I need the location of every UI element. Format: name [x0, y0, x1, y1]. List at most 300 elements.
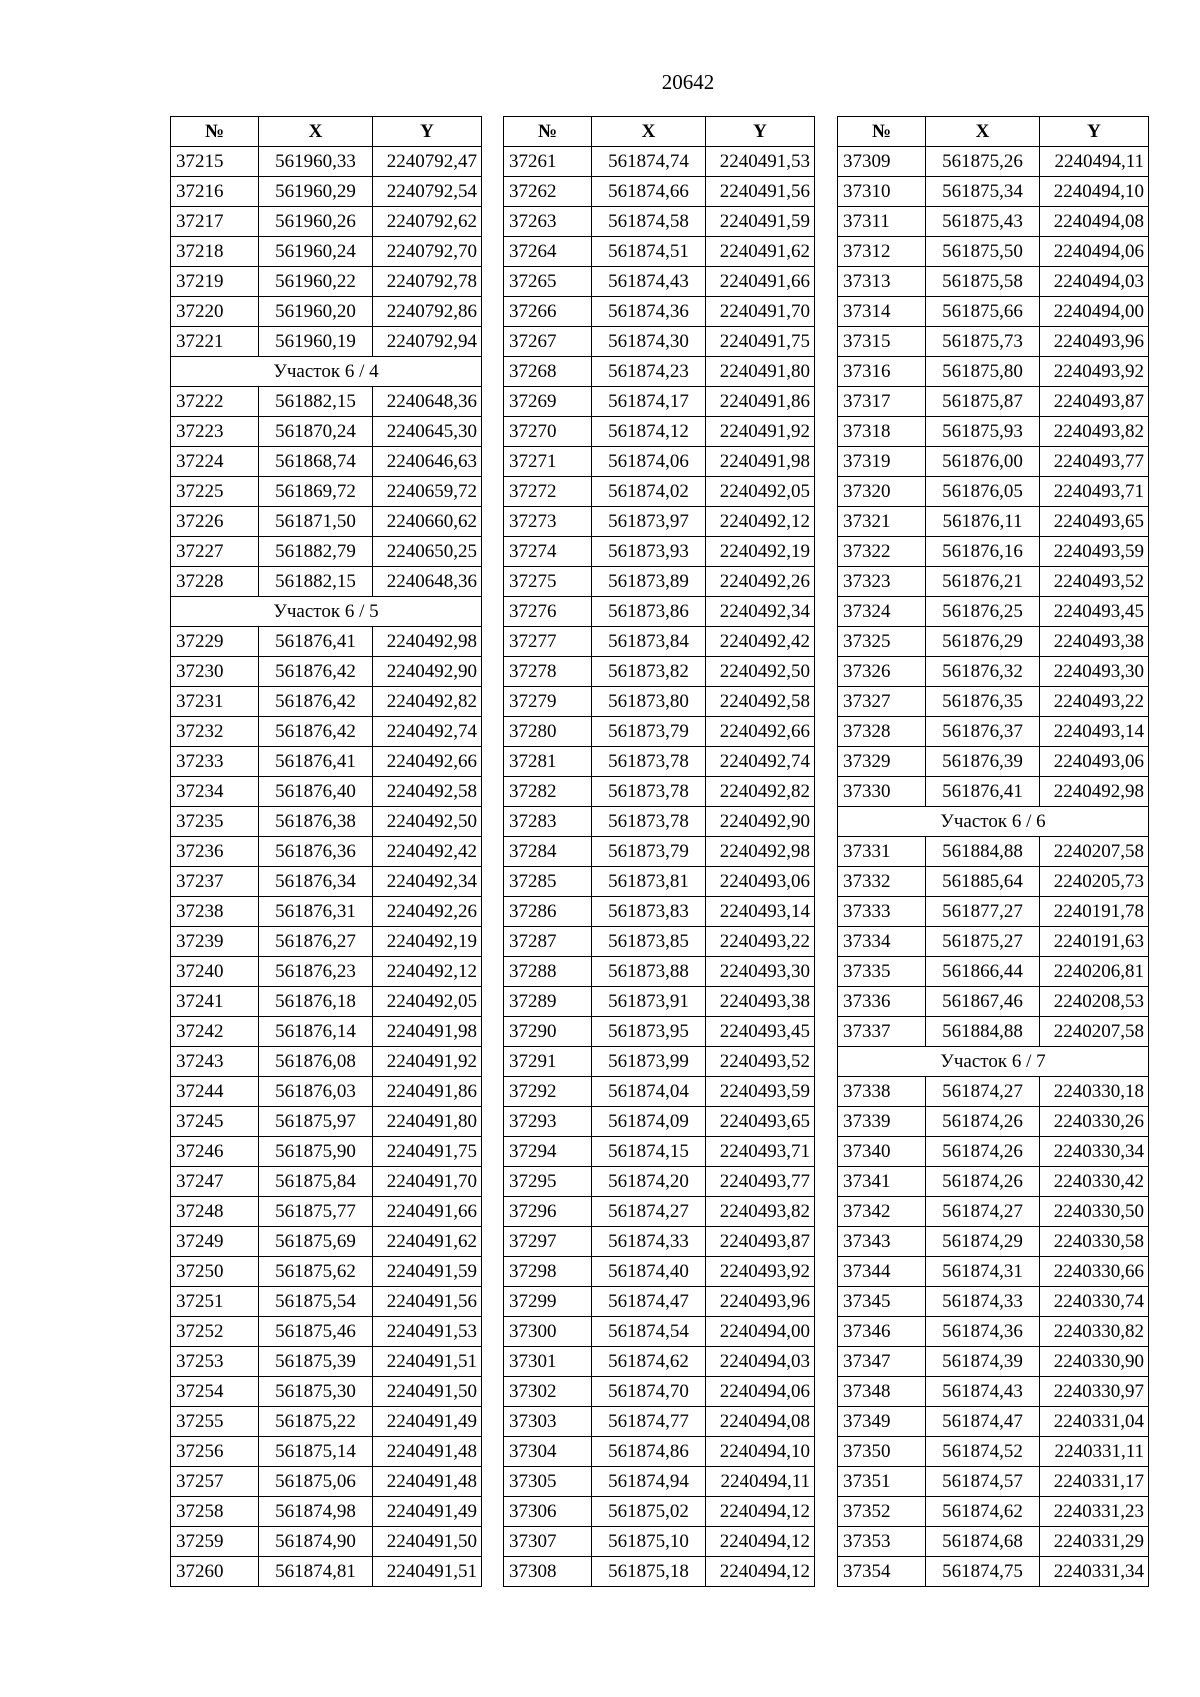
- table-row: [171, 717, 482, 747]
- table-header-row: [838, 117, 1149, 147]
- x-coordinate-cell: 561875,87: [926, 387, 1040, 417]
- table-row: [504, 267, 815, 297]
- y-coordinate-cell: 2240494,10: [1040, 177, 1149, 207]
- table-row: [838, 657, 1149, 687]
- point-number-cell: 37237: [171, 867, 259, 897]
- table-row: [504, 747, 815, 777]
- y-coordinate-cell: 2240491,51: [373, 1347, 482, 1377]
- y-coordinate-cell: 2240492,42: [706, 627, 815, 657]
- point-number-cell: 37352: [838, 1497, 926, 1527]
- table-row: [171, 507, 482, 537]
- x-coordinate-cell: 561876,14: [259, 1017, 373, 1047]
- x-coordinate-cell: 561875,80: [926, 357, 1040, 387]
- table-row: [504, 1557, 815, 1587]
- y-coordinate-cell: 2240330,90: [1040, 1347, 1149, 1377]
- point-number-cell: 37329: [838, 747, 926, 777]
- point-number-cell: 37327: [838, 687, 926, 717]
- header-y: Y: [373, 117, 482, 147]
- point-number-cell: 37227: [171, 537, 259, 567]
- x-coordinate-cell: 561874,26: [926, 1137, 1040, 1167]
- x-coordinate-cell: 561873,95: [592, 1017, 706, 1047]
- y-coordinate-cell: 2240207,58: [1040, 1017, 1149, 1047]
- table-row: [838, 567, 1149, 597]
- x-coordinate-cell: 561960,26: [259, 207, 373, 237]
- x-coordinate-cell: 561875,73: [926, 327, 1040, 357]
- x-coordinate-cell: 561875,10: [592, 1527, 706, 1557]
- y-coordinate-cell: 2240491,86: [373, 1077, 482, 1107]
- table-row: [838, 1197, 1149, 1227]
- table-row: [838, 297, 1149, 327]
- x-coordinate-cell: 561874,98: [259, 1497, 373, 1527]
- x-coordinate-cell: 561867,46: [926, 987, 1040, 1017]
- table-row: [838, 1227, 1149, 1257]
- table-row: [838, 897, 1149, 927]
- point-number-cell: 37230: [171, 657, 259, 687]
- table-row: [171, 957, 482, 987]
- point-number-cell: 37283: [504, 807, 592, 837]
- y-coordinate-cell: 2240492,82: [373, 687, 482, 717]
- x-coordinate-cell: 561873,84: [592, 627, 706, 657]
- y-coordinate-cell: 2240491,62: [706, 237, 815, 267]
- x-coordinate-cell: 561873,78: [592, 777, 706, 807]
- y-coordinate-cell: 2240331,34: [1040, 1557, 1149, 1587]
- y-coordinate-cell: 2240491,50: [373, 1377, 482, 1407]
- point-number-cell: 37293: [504, 1107, 592, 1137]
- y-coordinate-cell: 2240492,05: [706, 477, 815, 507]
- x-coordinate-cell: 561873,83: [592, 897, 706, 927]
- x-coordinate-cell: 561960,22: [259, 267, 373, 297]
- header-x: X: [926, 117, 1040, 147]
- table-row: [171, 477, 482, 507]
- point-number-cell: 37308: [504, 1557, 592, 1587]
- x-coordinate-cell: 561873,78: [592, 807, 706, 837]
- point-number-cell: 37269: [504, 387, 592, 417]
- table-row: [838, 477, 1149, 507]
- table-header-row: [504, 117, 815, 147]
- x-coordinate-cell: 561875,66: [926, 297, 1040, 327]
- y-coordinate-cell: 2240191,63: [1040, 927, 1149, 957]
- x-coordinate-cell: 561875,06: [259, 1467, 373, 1497]
- point-number-cell: 37236: [171, 837, 259, 867]
- y-coordinate-cell: 2240491,80: [706, 357, 815, 387]
- y-coordinate-cell: 2240331,04: [1040, 1407, 1149, 1437]
- y-coordinate-cell: 2240331,11: [1040, 1437, 1149, 1467]
- point-number-cell: 37294: [504, 1137, 592, 1167]
- y-coordinate-cell: 2240648,36: [373, 387, 482, 417]
- x-coordinate-cell: 561876,39: [926, 747, 1040, 777]
- x-coordinate-cell: 561882,15: [259, 387, 373, 417]
- x-coordinate-cell: 561875,58: [926, 267, 1040, 297]
- table-row: [504, 1107, 815, 1137]
- point-number-cell: 37320: [838, 477, 926, 507]
- table-row: [838, 717, 1149, 747]
- table-row: [504, 927, 815, 957]
- x-coordinate-cell: 561874,30: [592, 327, 706, 357]
- table-row: [504, 717, 815, 747]
- table-row: [171, 447, 482, 477]
- x-coordinate-cell: 561874,04: [592, 1077, 706, 1107]
- x-coordinate-cell: 561874,33: [926, 1287, 1040, 1317]
- table-row: [171, 1497, 482, 1527]
- point-number-cell: 37340: [838, 1137, 926, 1167]
- point-number-cell: 37337: [838, 1017, 926, 1047]
- point-number-cell: 37250: [171, 1257, 259, 1287]
- x-coordinate-cell: 561875,39: [259, 1347, 373, 1377]
- point-number-cell: 37344: [838, 1257, 926, 1287]
- point-number-cell: 37301: [504, 1347, 592, 1377]
- point-number-cell: 37266: [504, 297, 592, 327]
- point-number-cell: 37323: [838, 567, 926, 597]
- table-row: [504, 1227, 815, 1257]
- y-coordinate-cell: 2240491,49: [373, 1497, 482, 1527]
- y-coordinate-cell: 2240792,54: [373, 177, 482, 207]
- point-number-cell: 37270: [504, 417, 592, 447]
- y-coordinate-cell: 2240493,92: [1040, 357, 1149, 387]
- x-coordinate-cell: 561874,43: [926, 1377, 1040, 1407]
- point-number-cell: 37241: [171, 987, 259, 1017]
- point-number-cell: 37310: [838, 177, 926, 207]
- point-number-cell: 37331: [838, 837, 926, 867]
- x-coordinate-cell: 561876,16: [926, 537, 1040, 567]
- table-row: [171, 1077, 482, 1107]
- x-coordinate-cell: 561873,89: [592, 567, 706, 597]
- y-coordinate-cell: 2240205,73: [1040, 867, 1149, 897]
- y-coordinate-cell: 2240493,87: [1040, 387, 1149, 417]
- y-coordinate-cell: 2240491,48: [373, 1467, 482, 1497]
- x-coordinate-cell: 561874,27: [926, 1077, 1040, 1107]
- point-number-cell: 37316: [838, 357, 926, 387]
- point-number-cell: 37242: [171, 1017, 259, 1047]
- x-coordinate-cell: 561875,93: [926, 417, 1040, 447]
- table-row: [171, 1437, 482, 1467]
- table-row: [504, 477, 815, 507]
- point-number-cell: 37274: [504, 537, 592, 567]
- y-coordinate-cell: 2240491,75: [706, 327, 815, 357]
- x-coordinate-cell: 561874,52: [926, 1437, 1040, 1467]
- x-coordinate-cell: 561875,62: [259, 1257, 373, 1287]
- point-number-cell: 37345: [838, 1287, 926, 1317]
- point-number-cell: 37217: [171, 207, 259, 237]
- point-number-cell: 37338: [838, 1077, 926, 1107]
- y-coordinate-cell: 2240792,86: [373, 297, 482, 327]
- point-number-cell: 37253: [171, 1347, 259, 1377]
- table-row: [171, 657, 482, 687]
- y-coordinate-cell: 2240492,66: [706, 717, 815, 747]
- table-row: [171, 297, 482, 327]
- point-number-cell: 37228: [171, 567, 259, 597]
- x-coordinate-cell: 561882,15: [259, 567, 373, 597]
- x-coordinate-cell: 561874,15: [592, 1137, 706, 1167]
- table-row: [171, 897, 482, 927]
- section-heading-row: [838, 1047, 1149, 1077]
- point-number-cell: 37238: [171, 897, 259, 927]
- table-row: [838, 687, 1149, 717]
- x-coordinate-cell: 561874,74: [592, 147, 706, 177]
- point-number-cell: 37295: [504, 1167, 592, 1197]
- table-row: [171, 807, 482, 837]
- point-number-cell: 37246: [171, 1137, 259, 1167]
- point-number-cell: 37305: [504, 1467, 592, 1497]
- y-coordinate-cell: 2240491,70: [706, 297, 815, 327]
- y-coordinate-cell: 2240493,77: [706, 1167, 815, 1197]
- point-number-cell: 37321: [838, 507, 926, 537]
- table-row: [504, 1017, 815, 1047]
- x-coordinate-cell: 561876,42: [259, 687, 373, 717]
- x-coordinate-cell: 561874,54: [592, 1317, 706, 1347]
- y-coordinate-cell: 2240646,63: [373, 447, 482, 477]
- table-row: [838, 417, 1149, 447]
- table-row: [838, 1497, 1149, 1527]
- table-row: [504, 1407, 815, 1437]
- table-row: [504, 327, 815, 357]
- point-number-cell: 37296: [504, 1197, 592, 1227]
- x-coordinate-cell: 561866,44: [926, 957, 1040, 987]
- table-row: [838, 267, 1149, 297]
- point-number-cell: 37219: [171, 267, 259, 297]
- y-coordinate-cell: 2240492,26: [706, 567, 815, 597]
- point-number-cell: 37271: [504, 447, 592, 477]
- point-number-cell: 37231: [171, 687, 259, 717]
- point-number-cell: 37291: [504, 1047, 592, 1077]
- y-coordinate-cell: 2240492,74: [373, 717, 482, 747]
- y-coordinate-cell: 2240492,58: [706, 687, 815, 717]
- x-coordinate-cell: 561960,29: [259, 177, 373, 207]
- y-coordinate-cell: 2240792,62: [373, 207, 482, 237]
- header-number: №: [504, 117, 592, 147]
- x-coordinate-cell: 561876,03: [259, 1077, 373, 1107]
- x-coordinate-cell: 561875,84: [259, 1167, 373, 1197]
- page-number: 20642: [661, 70, 715, 94]
- point-number-cell: 37244: [171, 1077, 259, 1107]
- point-number-cell: 37275: [504, 567, 592, 597]
- x-coordinate-cell: 561874,39: [926, 1347, 1040, 1377]
- table-row: [171, 327, 482, 357]
- table-row: [504, 1047, 815, 1077]
- y-coordinate-cell: 2240493,14: [706, 897, 815, 927]
- x-coordinate-cell: 561873,93: [592, 537, 706, 567]
- x-coordinate-cell: 561868,74: [259, 447, 373, 477]
- point-number-cell: 37221: [171, 327, 259, 357]
- coordinates-table-2: [503, 116, 815, 1587]
- header-number: №: [838, 117, 926, 147]
- y-coordinate-cell: 2240330,26: [1040, 1107, 1149, 1137]
- point-number-cell: 37229: [171, 627, 259, 657]
- point-number-cell: 37285: [504, 867, 592, 897]
- point-number-cell: 37216: [171, 177, 259, 207]
- table-row: [838, 957, 1149, 987]
- x-coordinate-cell: 561873,80: [592, 687, 706, 717]
- point-number-cell: 37281: [504, 747, 592, 777]
- point-number-cell: 37349: [838, 1407, 926, 1437]
- y-coordinate-cell: 2240494,08: [1040, 207, 1149, 237]
- table-row: [171, 687, 482, 717]
- y-coordinate-cell: 2240492,98: [706, 837, 815, 867]
- table-row: [504, 177, 815, 207]
- x-coordinate-cell: 561873,86: [592, 597, 706, 627]
- table-row: [504, 1317, 815, 1347]
- table-row: [171, 147, 482, 177]
- table-row: [838, 1107, 1149, 1137]
- x-coordinate-cell: 561873,79: [592, 717, 706, 747]
- point-number-cell: 37264: [504, 237, 592, 267]
- point-number-cell: 37243: [171, 1047, 259, 1077]
- table-row: [504, 147, 815, 177]
- table-row: [504, 237, 815, 267]
- table-row: [171, 567, 482, 597]
- y-coordinate-cell: 2240493,38: [706, 987, 815, 1017]
- point-number-cell: 37254: [171, 1377, 259, 1407]
- y-coordinate-cell: 2240331,17: [1040, 1467, 1149, 1497]
- y-coordinate-cell: 2240331,23: [1040, 1497, 1149, 1527]
- x-coordinate-cell: 561876,27: [259, 927, 373, 957]
- point-number-cell: 37302: [504, 1377, 592, 1407]
- table-row: [504, 867, 815, 897]
- x-coordinate-cell: 561876,35: [926, 687, 1040, 717]
- table-row: [504, 507, 815, 537]
- point-number-cell: 37259: [171, 1527, 259, 1557]
- y-coordinate-cell: 2240191,78: [1040, 897, 1149, 927]
- x-coordinate-cell: 561874,27: [592, 1197, 706, 1227]
- point-number-cell: 37315: [838, 327, 926, 357]
- point-number-cell: 37249: [171, 1227, 259, 1257]
- point-number-cell: 37223: [171, 417, 259, 447]
- y-coordinate-cell: 2240648,36: [373, 567, 482, 597]
- y-coordinate-cell: 2240491,56: [373, 1287, 482, 1317]
- y-coordinate-cell: 2240491,98: [373, 1017, 482, 1047]
- y-coordinate-cell: 2240493,71: [1040, 477, 1149, 507]
- table-row: [171, 777, 482, 807]
- x-coordinate-cell: 561874,62: [592, 1347, 706, 1377]
- table-row: [504, 357, 815, 387]
- point-number-cell: 37265: [504, 267, 592, 297]
- table-row: [838, 207, 1149, 237]
- table-row: [171, 1377, 482, 1407]
- y-coordinate-cell: 2240493,22: [706, 927, 815, 957]
- x-coordinate-cell: 561873,78: [592, 747, 706, 777]
- point-number-cell: 37333: [838, 897, 926, 927]
- table-row: [838, 1407, 1149, 1437]
- y-coordinate-cell: 2240493,38: [1040, 627, 1149, 657]
- point-number-cell: 37300: [504, 1317, 592, 1347]
- point-number-cell: 37260: [171, 1557, 259, 1587]
- point-number-cell: 37257: [171, 1467, 259, 1497]
- table-row: [838, 1167, 1149, 1197]
- table-row: [171, 747, 482, 777]
- x-coordinate-cell: 561874,81: [259, 1557, 373, 1587]
- y-coordinate-cell: 2240493,45: [706, 1017, 815, 1047]
- point-number-cell: 37339: [838, 1107, 926, 1137]
- table-row: [838, 1287, 1149, 1317]
- y-coordinate-cell: 2240492,26: [373, 897, 482, 927]
- y-coordinate-cell: 2240492,74: [706, 747, 815, 777]
- table-row: [504, 567, 815, 597]
- y-coordinate-cell: 2240660,62: [373, 507, 482, 537]
- x-coordinate-cell: 561875,54: [259, 1287, 373, 1317]
- y-coordinate-cell: 2240493,22: [1040, 687, 1149, 717]
- section-heading: Участок 6 / 4: [171, 357, 482, 387]
- point-number-cell: 37290: [504, 1017, 592, 1047]
- y-coordinate-cell: 2240494,10: [706, 1437, 815, 1467]
- y-coordinate-cell: 2240493,52: [1040, 567, 1149, 597]
- x-coordinate-cell: 561884,88: [926, 837, 1040, 867]
- x-coordinate-cell: 561874,94: [592, 1467, 706, 1497]
- y-coordinate-cell: 2240492,90: [373, 657, 482, 687]
- table-row: [171, 537, 482, 567]
- table-row: [171, 837, 482, 867]
- table-row: [838, 537, 1149, 567]
- y-coordinate-cell: 2240493,30: [706, 957, 815, 987]
- table-row: [171, 987, 482, 1017]
- x-coordinate-cell: 561875,22: [259, 1407, 373, 1437]
- point-number-cell: 37218: [171, 237, 259, 267]
- table-row: [504, 657, 815, 687]
- y-coordinate-cell: 2240494,08: [706, 1407, 815, 1437]
- table-row: [504, 1287, 815, 1317]
- table-row: [838, 1257, 1149, 1287]
- point-number-cell: 37318: [838, 417, 926, 447]
- y-coordinate-cell: 2240491,59: [706, 207, 815, 237]
- point-number-cell: 37273: [504, 507, 592, 537]
- point-number-cell: 37342: [838, 1197, 926, 1227]
- section-heading: Участок 6 / 7: [838, 1047, 1149, 1077]
- y-coordinate-cell: 2240492,12: [706, 507, 815, 537]
- point-number-cell: 37292: [504, 1077, 592, 1107]
- x-coordinate-cell: 561875,43: [926, 207, 1040, 237]
- x-coordinate-cell: 561874,33: [592, 1227, 706, 1257]
- point-number-cell: 37215: [171, 147, 259, 177]
- table-row: [504, 1497, 815, 1527]
- point-number-cell: 37326: [838, 657, 926, 687]
- table-row: [838, 147, 1149, 177]
- y-coordinate-cell: 2240494,06: [706, 1377, 815, 1407]
- y-coordinate-cell: 2240494,12: [706, 1527, 815, 1557]
- x-coordinate-cell: 561876,08: [259, 1047, 373, 1077]
- point-number-cell: 37220: [171, 297, 259, 327]
- point-number-cell: 37235: [171, 807, 259, 837]
- point-number-cell: 37350: [838, 1437, 926, 1467]
- y-coordinate-cell: 2240330,18: [1040, 1077, 1149, 1107]
- x-coordinate-cell: 561874,12: [592, 417, 706, 447]
- y-coordinate-cell: 2240207,58: [1040, 837, 1149, 867]
- table-row: [504, 807, 815, 837]
- x-coordinate-cell: 561874,70: [592, 1377, 706, 1407]
- table-row: [504, 597, 815, 627]
- y-coordinate-cell: 2240330,97: [1040, 1377, 1149, 1407]
- point-number-cell: 37278: [504, 657, 592, 687]
- y-coordinate-cell: 2240493,65: [1040, 507, 1149, 537]
- y-coordinate-cell: 2240330,34: [1040, 1137, 1149, 1167]
- table-row: [504, 447, 815, 477]
- x-coordinate-cell: 561874,43: [592, 267, 706, 297]
- x-coordinate-cell: 561873,79: [592, 837, 706, 867]
- y-coordinate-cell: 2240792,47: [373, 147, 482, 177]
- x-coordinate-cell: 561873,88: [592, 957, 706, 987]
- table-row: [504, 957, 815, 987]
- x-coordinate-cell: 561875,27: [926, 927, 1040, 957]
- point-number-cell: 37309: [838, 147, 926, 177]
- y-coordinate-cell: 2240331,29: [1040, 1527, 1149, 1557]
- x-coordinate-cell: 561870,24: [259, 417, 373, 447]
- table-row: [171, 177, 482, 207]
- x-coordinate-cell: 561885,64: [926, 867, 1040, 897]
- x-coordinate-cell: 561876,25: [926, 597, 1040, 627]
- table-row: [838, 927, 1149, 957]
- point-number-cell: 37304: [504, 1437, 592, 1467]
- table-row: [171, 1227, 482, 1257]
- y-coordinate-cell: 2240494,11: [706, 1467, 815, 1497]
- table-row: [838, 987, 1149, 1017]
- table-row: [838, 507, 1149, 537]
